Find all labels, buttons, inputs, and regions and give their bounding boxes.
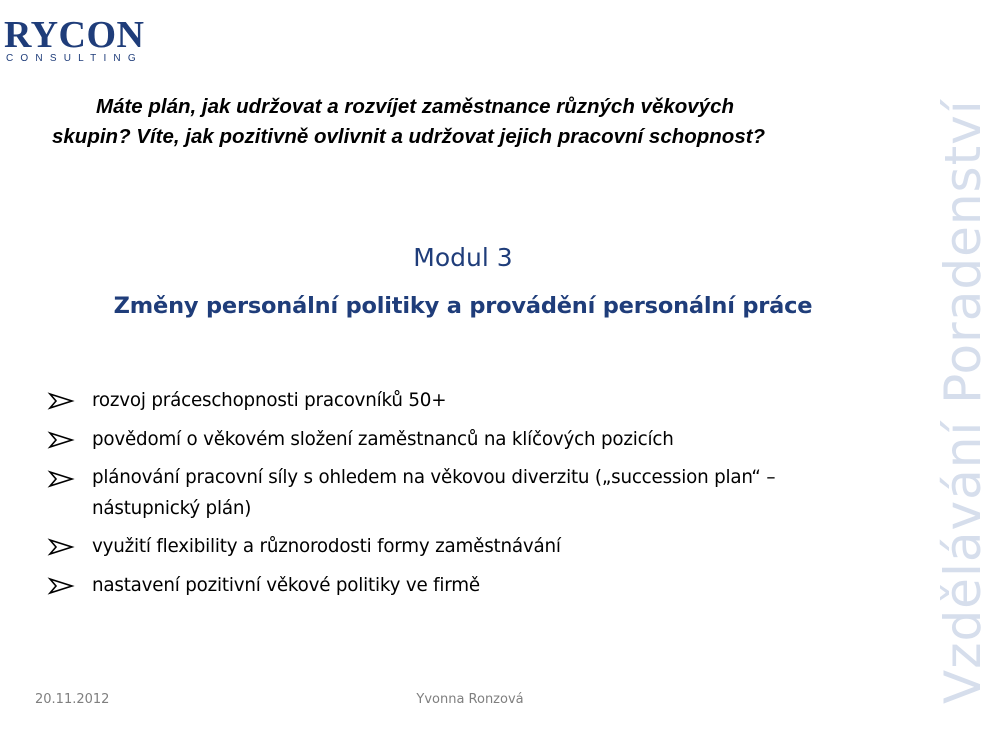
footer-author: Yvonna Ronzová [416, 692, 524, 707]
footer-date: 20.11.2012 [35, 692, 110, 707]
arrow-bullet-icon [48, 576, 74, 596]
arrow-bullet-icon [48, 537, 74, 557]
intro-question [52, 92, 832, 152]
company-logo [4, 14, 145, 65]
intro-line-1: Máte plán, jak udržovat a rozvíjet zaměstnance různých věkových [96, 95, 735, 118]
arrow-bullet-icon [48, 469, 74, 489]
intro-line-2: skupin? Víte, jak pozitivně ovlivnit a udržovat jejich pracovní schopnost? [52, 125, 766, 148]
bullet-item [48, 462, 848, 524]
side-decorative-text: Vzdělávání Poradenství [934, 99, 992, 704]
arrow-bullet-icon [48, 430, 74, 450]
module-title: Změny personální politiky a provádění personální práce [113, 293, 813, 319]
bullet-item [48, 384, 848, 417]
bullet-text: plánování pracovní síly s ohledem na věkovou diverzitu („succession plan“ – nástupnický plán) [92, 467, 776, 519]
logo-name: RYCON [4, 14, 145, 56]
logo-tagline: CONSULTING [6, 53, 143, 64]
arrow-bullet-icon [48, 391, 74, 411]
bullet-list [48, 384, 848, 608]
module-label: Modul 3 [413, 243, 513, 272]
bullet-text: povědomí o věkovém složení zaměstnanců na klíčových pozicích [92, 429, 674, 450]
bullet-item [48, 569, 848, 602]
bullet-text: nastavení pozitivní věkové politiky ve firmě [92, 575, 480, 596]
bullet-item [48, 530, 848, 563]
bullet-text: rozvoj práceschopnosti pracovníků 50+ [92, 390, 447, 411]
bullet-text: využití flexibility a různorodosti formy zaměstnávání [92, 536, 561, 557]
bullet-item [48, 423, 848, 456]
